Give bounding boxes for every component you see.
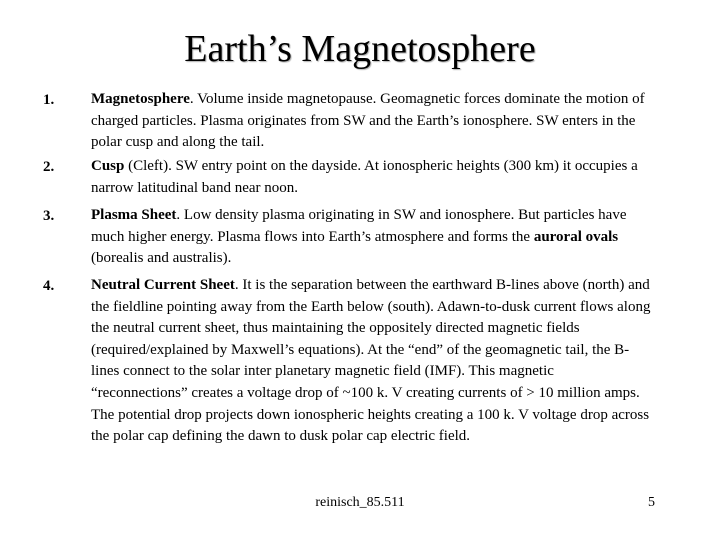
- item-description: . Volume inside magnetopause. Geomagnetic forces dominate the motion of charged particles. Plasma originates from SW and the Earth’s ionosphere. SW enters in the polar cusp and along the tail.: [91, 91, 645, 151]
- item-term: Cusp: [91, 158, 125, 174]
- item-description: . It is the separation between the earthward B-lines above (north) and the fieldline pointing away from the Earth below (south). Adawn-to-dusk current flows along the neutral current sheet, thus maintaining the oppositely directed magnetic fields (required/explained by Maxwell’s equations). At the “end” of the geomagnetic tail, the B-lines connect to the solar inter planetary magnetic field (IMF). This magnetic “reconnections” creates a voltage drop of ~100 k. V creating currents of > 10 million amps. The potential drop projects down ionospheric heights creating a 100 k. V voltage drop across the polar cap defining the dawn to dusk polar cap electric field.: [91, 277, 651, 445]
- item-text: [91, 89, 651, 154]
- slide-footer: reinisch_85.511: [315, 495, 405, 510]
- page-number: 5: [648, 495, 655, 510]
- slide-title: Earth’s Magnetosphere: [184, 28, 536, 70]
- item-number: 2.: [43, 159, 55, 175]
- item-number: 4.: [43, 278, 55, 294]
- item-text: [91, 205, 651, 270]
- item-number: 3.: [43, 208, 55, 224]
- item-term: auroral ovals: [533, 228, 619, 245]
- item-term: Neutral Current Sheet: [91, 277, 235, 293]
- item-text: [91, 275, 651, 448]
- item-text: [91, 156, 651, 199]
- item-term: Plasma Sheet: [91, 207, 177, 223]
- item-description: (Cleft). SW entry point on the dayside. At ionospheric heights (300 km) it occupies a narrow latitudinal band near noon.: [91, 158, 638, 196]
- item-description: (borealis and australis).: [91, 250, 232, 267]
- item-term: Magnetosphere: [91, 91, 190, 107]
- item-description: . Low density plasma originating in SW and ionosphere. But particles have much higher energy. Plasma flows into Earth’s atmosphere and forms the: [91, 207, 627, 245]
- item-number: 1.: [43, 92, 55, 108]
